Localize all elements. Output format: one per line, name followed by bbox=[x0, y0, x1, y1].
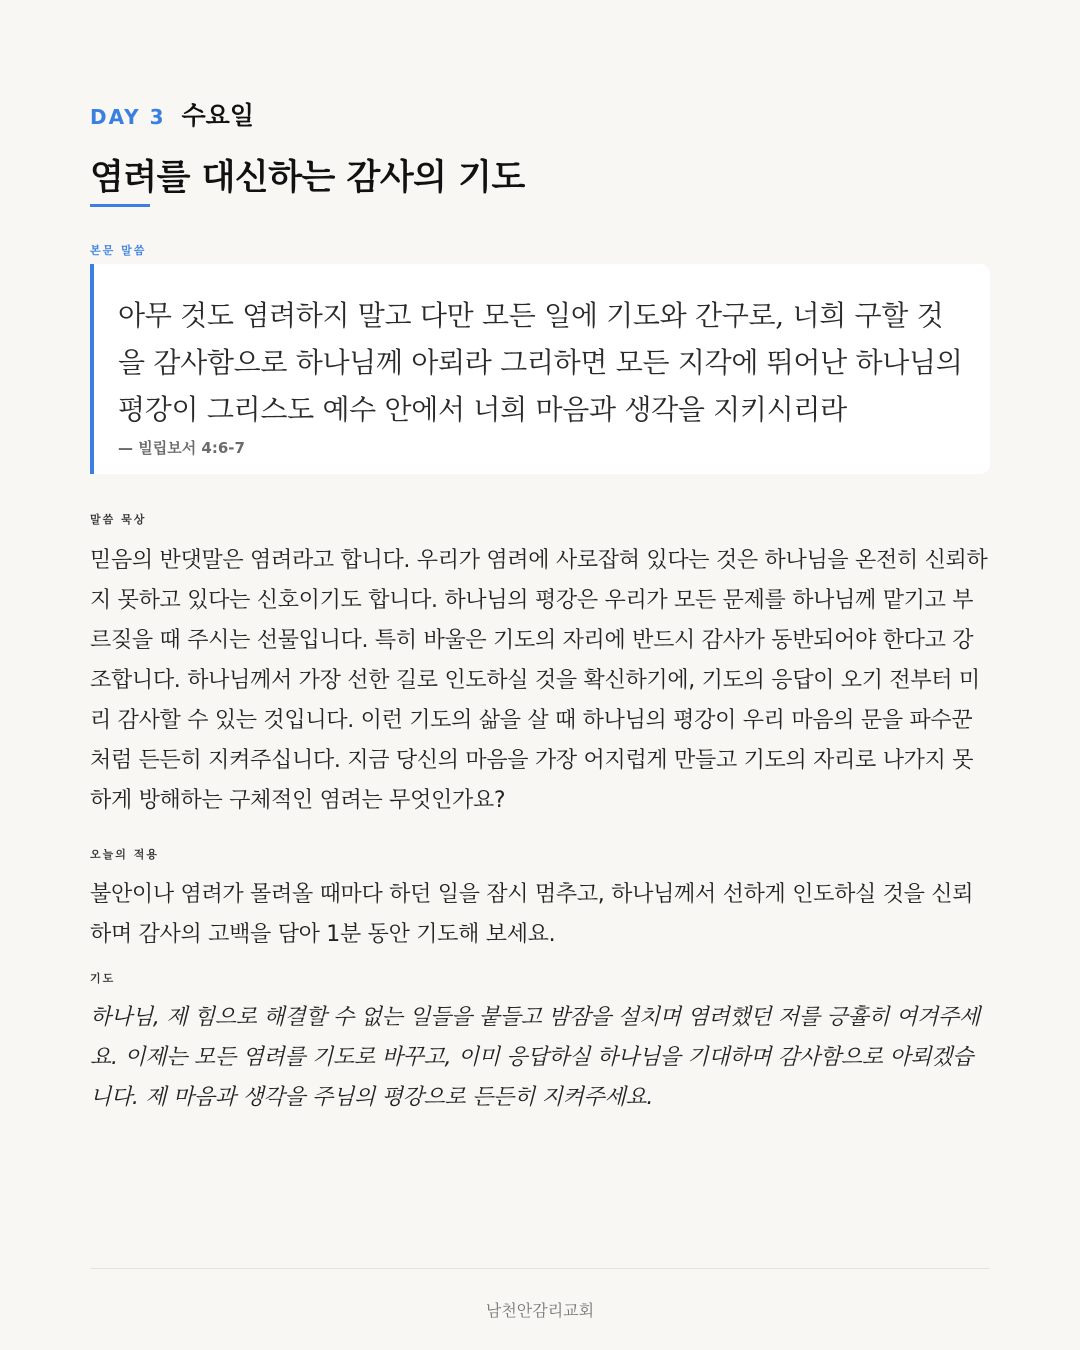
meditation-text: 믿음의 반댓말은 염려라고 합니다. 우리가 염려에 사로잡혀 있다는 것은 하나님을 온전히 신뢰하지 못하고 있다는 신호이기도 합니다. 하나님의 평강은 우리가 모든 문제를 하나님께 맡기고 부르짖을 때 주시는 선물입니다. 특히 바울은 기도의 자리에 반드시 감사가 동반되어야 한다고 강조합니다. 하나님께서 가장 선한 길로 인도하실 것을 확신하기에, 기도의 응답이 오기 전부터 미리 감사할 수 있는 것입니다. 이런 기도의 삶을 살 때 하나님의 평강이 우리 마음의 문을 파수꾼처럼 든든히 지켜주십니다. 지금 당신의 마음을 가장 어지럽게 만들고 기도의 자리로 나가지 못하게 방해하는 구체적인 염려는 무엇인가요? bbox=[90, 548, 988, 813]
scripture-text: 아무 것도 염려하지 말고 다만 모든 일에 기도와 간구로, 너희 구할 것을 감사함으로 하나님께 아뢰라 그리하면 모든 지각에 뛰어난 하나님의 평강이 그리스도 예수 안에서 너희 마음과 생각을 지키시리라 bbox=[118, 299, 963, 426]
title-underline bbox=[90, 204, 150, 207]
meditation-label: 말씀 묵상 bbox=[90, 513, 147, 526]
scripture-card bbox=[90, 264, 990, 474]
application-label: 오늘의 적용 bbox=[90, 848, 159, 861]
page-title: 염려를 대신하는 감사의 기도 bbox=[90, 158, 525, 198]
scripture-reference: — 빌립보서 4:6-7 bbox=[118, 439, 245, 457]
footer-divider bbox=[90, 1268, 990, 1269]
day-header bbox=[90, 96, 254, 132]
scripture-label: 본문 말씀 bbox=[90, 244, 147, 257]
prayer-label: 기도 bbox=[90, 972, 116, 985]
church-name: 남천안감리교회 bbox=[485, 1301, 595, 1320]
prayer-text: 하나님, 제 힘으로 해결할 수 없는 일들을 붙들고 밤잠을 설치며 염려했던 저를 긍휼히 여겨주세요. 이제는 모든 염려를 기도로 바꾸고, 이미 응답하실 하나님을 기대하며 감사함으로 아뢰겠습니다. 제 마음과 생각을 주님의 평강으로 든든히 지켜주세요. bbox=[90, 1005, 980, 1110]
devotional-page bbox=[90, 0, 990, 1350]
application-text: 불안이나 염려가 몰려올 때마다 하던 일을 잠시 멈추고, 하나님께서 선하게 인도하실 것을 신뢰하며 감사의 고백을 담아 1분 동안 기도해 보세요. bbox=[90, 882, 974, 947]
weekday: 수요일 bbox=[181, 101, 254, 130]
day-tag: DAY 3 bbox=[90, 105, 166, 129]
